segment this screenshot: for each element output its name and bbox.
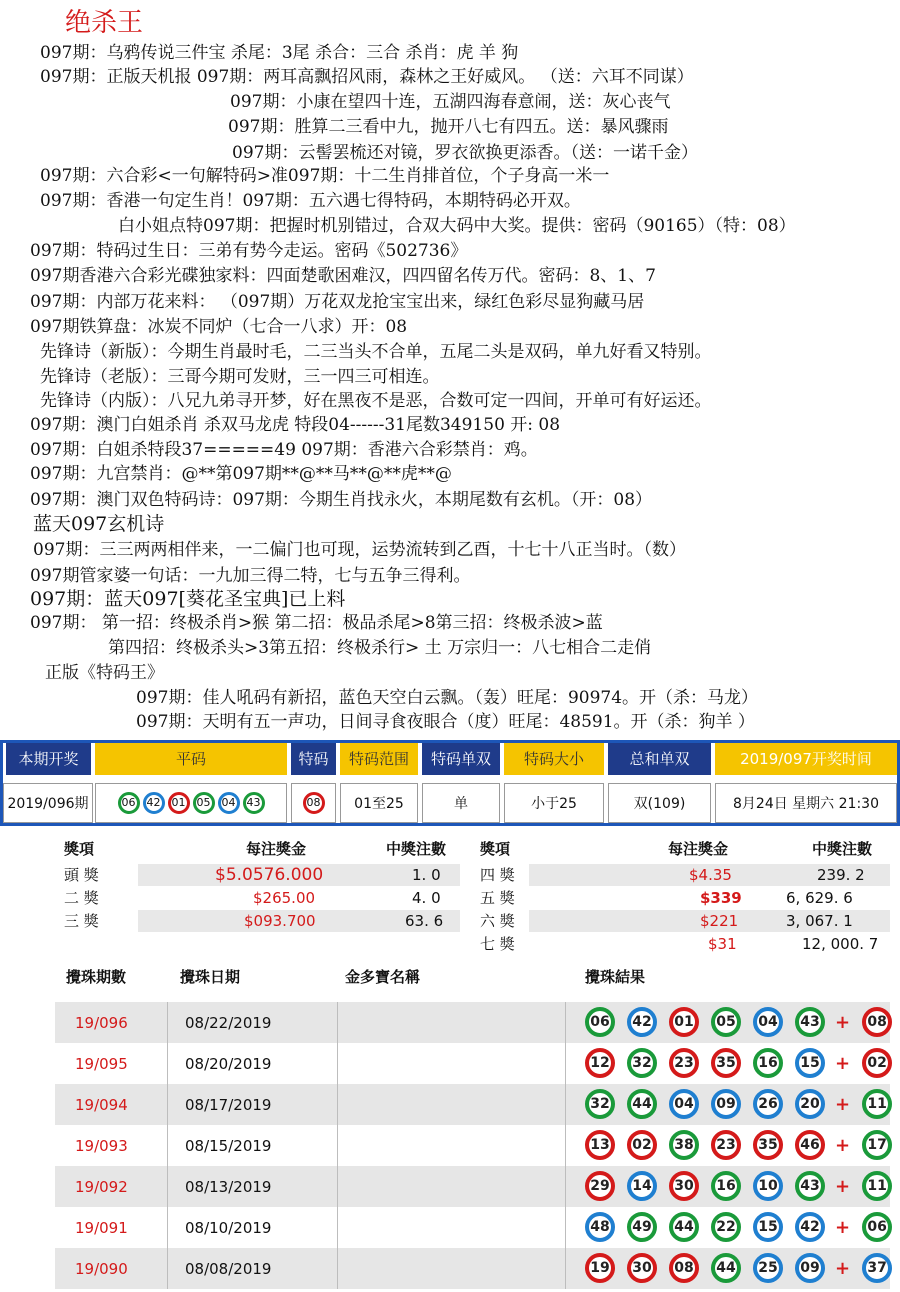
- text-line: 097期：佳人吼码有新招，蓝色天空白云飘。（轰）旺尾：90974。开（杀：马龙）: [136, 688, 759, 708]
- text-line: 097期：澳门白姐杀肖 杀双马龙虎 特段04------31尾数349150 开: 08: [30, 415, 561, 435]
- prize-row: [474, 864, 890, 886]
- column-divider: [167, 1125, 168, 1166]
- text-line: 097期：特码过生日：三弟有势今走运。密码《502736》: [30, 241, 468, 261]
- history-header-issue: 攪珠期數: [66, 968, 127, 986]
- prize-amount: $31: [708, 935, 737, 953]
- special-ball: 02: [862, 1048, 892, 1078]
- history-issue: 19/093: [75, 1137, 128, 1155]
- ball: 23: [669, 1048, 699, 1078]
- column-divider: [337, 1002, 338, 1043]
- text-line: 097期：小康在望四十连，五湖四海春意闹，送：灰心丧气: [230, 92, 671, 112]
- prize-count: 63. 6: [405, 912, 444, 930]
- plus-icon: +: [835, 1216, 851, 1238]
- ball: 09: [795, 1253, 825, 1283]
- ball: 05: [711, 1007, 741, 1037]
- history-row: [55, 1084, 890, 1125]
- column-divider: [337, 1248, 338, 1289]
- text-line: 097期：内部万花来料： （097期）万花双龙抢宝宝出来，绿红色彩尽显狗藏马居: [30, 292, 645, 312]
- text-line: 097期铁算盘：冰炭不同炉（七合一八求）开：08: [30, 317, 408, 337]
- ball: 15: [795, 1048, 825, 1078]
- column-divider: [565, 1125, 566, 1166]
- header-special-size: 特码大小: [504, 743, 604, 775]
- prize-row: [474, 887, 890, 909]
- history-date: 08/13/2019: [185, 1178, 272, 1196]
- history-row: [55, 1002, 890, 1043]
- history-result: [585, 1212, 900, 1242]
- ball: 23: [711, 1130, 741, 1160]
- current-period: 2019/096期: [3, 783, 93, 823]
- ball: 14: [627, 1171, 657, 1201]
- history-result: [585, 1089, 900, 1119]
- prize-header-count: 中獎注數: [386, 840, 447, 858]
- history-row: [55, 1207, 890, 1248]
- text-line: 097期： 第一招：终极杀肖>猴 第二招：极品杀尾>8第三招：终极杀波>蓝: [30, 613, 603, 633]
- regular-numbers: [95, 783, 287, 823]
- history-date: 08/22/2019: [185, 1014, 272, 1032]
- ball: 09: [711, 1089, 741, 1119]
- text-line: 白小姐点特097期：把握时机别错过，合双大码中大奖。提供：密码（90165）（特：08）: [118, 216, 796, 236]
- prize-header-amount: 每注獎金: [246, 840, 307, 858]
- history-row: [55, 1166, 890, 1207]
- ball: 04: [218, 792, 240, 814]
- text-line: 097期管家婆一句话：一九加三得二特，七与五争三得利。: [30, 566, 471, 586]
- ball: 30: [627, 1253, 657, 1283]
- ball: 15: [753, 1212, 783, 1242]
- text-line: 第四招：终极杀头>3第五招：终极杀行> 土 万宗归一：八七相合二走俏: [108, 638, 652, 658]
- prize-name: 五 獎: [480, 889, 515, 907]
- column-divider: [167, 1207, 168, 1248]
- special-size: 小于25: [504, 783, 604, 823]
- ball: 01: [168, 792, 190, 814]
- ball: 32: [585, 1089, 615, 1119]
- column-divider: [167, 1043, 168, 1084]
- history-issue: 19/096: [75, 1014, 128, 1032]
- history-date: 08/08/2019: [185, 1260, 272, 1278]
- ball: 42: [795, 1212, 825, 1242]
- history-result: [585, 1171, 900, 1201]
- plus-icon: +: [835, 1257, 851, 1279]
- prize-row: [60, 887, 460, 909]
- prize-header-item: 獎項: [480, 840, 511, 858]
- ball: 43: [795, 1007, 825, 1037]
- special-range: 01至25: [340, 783, 418, 823]
- text-line: 097期：澳门双色特码诗：097期：今期生肖找永火，本期尾数有玄机。（开：08）: [30, 490, 653, 510]
- prize-row: [60, 864, 460, 886]
- text-line: 先锋诗（新版）：今期生肖最时毛，二三当头不合单，五尾二头是双码，单九好看又特别。: [40, 342, 712, 362]
- text-line: 097期：白姐杀特段37=====49 097期：香港六合彩禁肖：鸡。: [30, 440, 538, 460]
- prize-count: 4. 0: [412, 889, 441, 907]
- prize-name: 六 獎: [480, 912, 515, 930]
- ball: 05: [193, 792, 215, 814]
- history-date: 08/20/2019: [185, 1055, 272, 1073]
- prize-amount: $265.00: [253, 889, 316, 907]
- text-line: 097期：天明有五一声功，日间寻食夜眼合（度）旺尾：48591。开（杀：狗羊 ）: [136, 712, 755, 732]
- text-line: 097期：香港一句定生肖！097期：五六遇七得特码，本期特码必开双。: [40, 191, 581, 211]
- ball: 43: [795, 1171, 825, 1201]
- history-result: [585, 1048, 900, 1078]
- ball: 13: [585, 1130, 615, 1160]
- header-regular-numbers: 平码: [95, 743, 287, 775]
- ball: 06: [585, 1007, 615, 1037]
- ball: 29: [585, 1171, 615, 1201]
- prize-count: 1. 0: [412, 866, 441, 884]
- column-divider: [167, 1166, 168, 1207]
- text-line: 097期：胜算二三看中九，抛开八七有四五。送：暴风骤雨: [228, 117, 669, 137]
- special-ball: 11: [862, 1089, 892, 1119]
- header-draw-time: 2019/097开奖时间: [715, 743, 897, 775]
- prize-row: [474, 933, 890, 955]
- draw-time: 8月24日 星期六 21:30: [715, 783, 897, 823]
- special-ball: 17: [862, 1130, 892, 1160]
- page-title: 绝杀王: [65, 8, 144, 38]
- history-header-name: 金多寶名稱: [345, 968, 421, 986]
- history-header-date: 攪珠日期: [180, 968, 241, 986]
- special-odd-even: 单: [422, 783, 500, 823]
- prize-amount: $4.35: [689, 866, 732, 884]
- plus-icon: +: [835, 1011, 851, 1033]
- ball: 10: [753, 1171, 783, 1201]
- history-issue: 19/091: [75, 1219, 128, 1237]
- text-line: 097期：乌鸦传说三件宝 杀尾：3尾 杀合：三合 杀肖：虎 羊 狗: [40, 43, 519, 63]
- column-divider: [167, 1002, 168, 1043]
- column-divider: [337, 1166, 338, 1207]
- ball: 19: [585, 1253, 615, 1283]
- ball: 04: [753, 1007, 783, 1037]
- history-issue: 19/095: [75, 1055, 128, 1073]
- special-ball: 37: [862, 1253, 892, 1283]
- history-result: [585, 1253, 900, 1283]
- text-line: 先锋诗（内版）：八兄九弟寻开梦，好在黑夜不是恶，合数可定一四间，开单可有好运还。: [40, 391, 712, 411]
- text-line: 097期：蓝天097[葵花圣宝典]已上料: [30, 588, 346, 610]
- prize-row: [60, 910, 460, 932]
- prize-amount: $221: [700, 912, 739, 930]
- ball: 16: [711, 1171, 741, 1201]
- prize-name: 頭 獎: [64, 866, 99, 884]
- column-divider: [337, 1207, 338, 1248]
- ball: 30: [669, 1171, 699, 1201]
- prize-header-count: 中獎注數: [812, 840, 873, 858]
- column-divider: [565, 1084, 566, 1125]
- ball: 46: [795, 1130, 825, 1160]
- special-ball: 08: [862, 1007, 892, 1037]
- text-line: 097期：三三两两相伴来，一二偏门也可现，运势流转到乙酉，十七十八正当时。（数）: [33, 540, 686, 560]
- ball: 44: [711, 1253, 741, 1283]
- history-issue: 19/090: [75, 1260, 128, 1278]
- history-date: 08/10/2019: [185, 1219, 272, 1237]
- history-date: 08/17/2019: [185, 1096, 272, 1114]
- ball: 49: [627, 1212, 657, 1242]
- prize-name: 四 獎: [480, 866, 515, 884]
- text-line: 蓝天097玄机诗: [33, 513, 165, 535]
- ball: 12: [585, 1048, 615, 1078]
- ball: 08: [303, 792, 325, 814]
- history-row: [55, 1043, 890, 1084]
- column-divider: [565, 1207, 566, 1248]
- header-special-range: 特码范围: [340, 743, 418, 775]
- special-ball: 06: [862, 1212, 892, 1242]
- ball: 42: [143, 792, 165, 814]
- history-issue: 19/092: [75, 1178, 128, 1196]
- prize-count: 3, 067. 1: [786, 912, 853, 930]
- header-special-number: 特码: [291, 743, 336, 775]
- header-sum-odd-even: 总和单双: [608, 743, 711, 775]
- column-divider: [565, 1002, 566, 1043]
- draw-info-table: [0, 740, 900, 826]
- column-divider: [167, 1084, 168, 1125]
- prize-count: 12, 000. 7: [802, 935, 879, 953]
- ball: 35: [711, 1048, 741, 1078]
- ball: 44: [627, 1089, 657, 1119]
- prize-amount: $093.700: [244, 912, 316, 930]
- ball: 06: [118, 792, 140, 814]
- text-line: 先锋诗（老版）：三哥今期可发财，三一四三可相连。: [40, 367, 440, 387]
- sum-odd-even: 双(109): [608, 783, 711, 823]
- plus-icon: +: [835, 1052, 851, 1074]
- ball: 38: [669, 1130, 699, 1160]
- prize-header-item: 獎項: [64, 840, 95, 858]
- ball: 32: [627, 1048, 657, 1078]
- column-divider: [337, 1125, 338, 1166]
- history-row: [55, 1248, 890, 1289]
- special-ball: 11: [862, 1171, 892, 1201]
- column-divider: [337, 1084, 338, 1125]
- header-special-odd-even: 特码单双: [422, 743, 500, 775]
- ball: 01: [669, 1007, 699, 1037]
- ball: 22: [711, 1212, 741, 1242]
- ball: 48: [585, 1212, 615, 1242]
- ball: 16: [753, 1048, 783, 1078]
- text-line: 097期：九宫禁肖：@**第097期**@**马**@**虎**@: [30, 464, 452, 484]
- plus-icon: +: [835, 1093, 851, 1115]
- ball: 35: [753, 1130, 783, 1160]
- ball: 26: [753, 1089, 783, 1119]
- history-row: [55, 1125, 890, 1166]
- ball: 08: [669, 1253, 699, 1283]
- column-divider: [337, 1043, 338, 1084]
- history-issue: 19/094: [75, 1096, 128, 1114]
- header-current-draw: 本期开奖: [6, 743, 91, 775]
- prize-header-amount: 每注獎金: [668, 840, 729, 858]
- plus-icon: +: [835, 1175, 851, 1197]
- prize-count: 239. 2: [817, 866, 865, 884]
- prize-row: [474, 910, 890, 932]
- prize-count: 6, 629. 6: [786, 889, 853, 907]
- plus-icon: +: [835, 1134, 851, 1156]
- column-divider: [565, 1248, 566, 1289]
- ball: 04: [669, 1089, 699, 1119]
- column-divider: [565, 1043, 566, 1084]
- ball: 02: [627, 1130, 657, 1160]
- text-line: 097期香港六合彩光碟独家料：四面楚歌困难汉，四四留名传万代。密码：8、1、7: [30, 266, 656, 286]
- ball: 20: [795, 1089, 825, 1119]
- history-result: [585, 1130, 900, 1160]
- prize-amount: $339: [700, 889, 742, 907]
- prize-name: 三 獎: [64, 912, 99, 930]
- ball: 43: [243, 792, 265, 814]
- ball: 42: [627, 1007, 657, 1037]
- history-header-result: 攪珠結果: [585, 968, 646, 986]
- ball: 25: [753, 1253, 783, 1283]
- prize-amount: $5.0576.000: [215, 865, 324, 885]
- text-line: 正版《特码王》: [45, 663, 164, 683]
- text-line: 097期：正版天机报 097期：两耳高飘招风雨，森林之王好威风。 （送：六耳不同谋）: [40, 67, 694, 87]
- column-divider: [167, 1248, 168, 1289]
- history-result: [585, 1007, 900, 1037]
- prize-name: 七 獎: [480, 935, 515, 953]
- ball: 44: [669, 1212, 699, 1242]
- column-divider: [565, 1166, 566, 1207]
- prize-name: 二 獎: [64, 889, 99, 907]
- history-date: 08/15/2019: [185, 1137, 272, 1155]
- special-number: [291, 783, 336, 823]
- text-line: 097期：六合彩<一句解特码>准097期：十二生肖排首位，个子身高一米一: [40, 166, 610, 186]
- text-line: 097期：云髻罢梳还对镜，罗衣欲换更添香。（送：一诺千金）: [232, 143, 698, 163]
